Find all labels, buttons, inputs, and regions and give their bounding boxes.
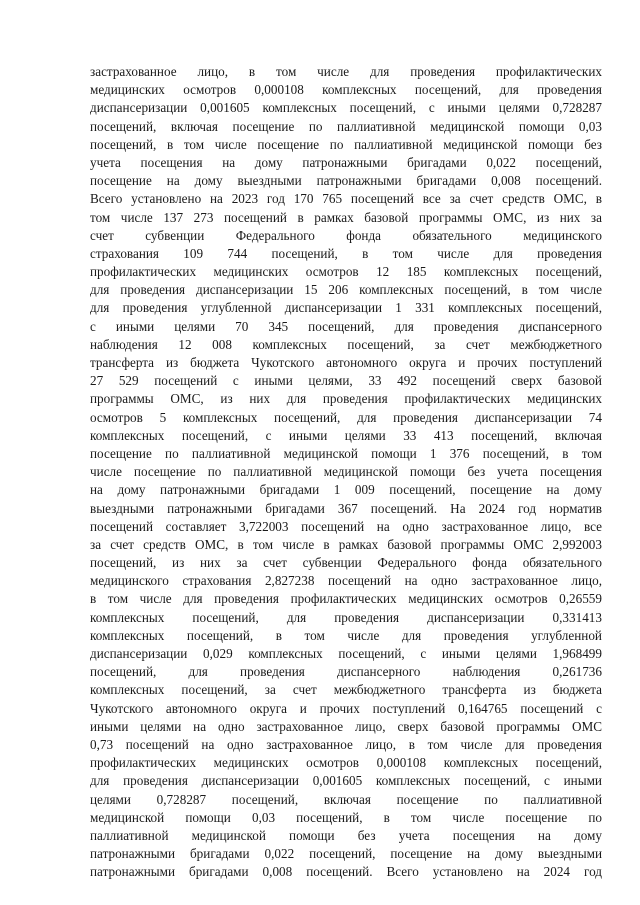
text-line: посещение на дому выездными патронажными бригадами 0,008 посещений. xyxy=(90,173,602,189)
text-line: за счет средств ОМС, в том числе в рамках базовой программы ОМС 2,992003 xyxy=(90,536,602,552)
text-line: с иными целями 70 345 посещений, для проведения диспансерного xyxy=(90,318,602,334)
text-line: застрахованное лицо, в том числе для проведения профилактических xyxy=(90,64,602,79)
text-line: целями 0,728287 посещений, включая посещение по паллиативной xyxy=(90,791,602,807)
text-line: том числе 137 273 посещений в рамках базовой программы ОМС, из них за xyxy=(90,209,602,225)
text-line: патронажными бригадами 0,022 посещений, посещение на дому выездными xyxy=(90,846,602,862)
text-line: диспансеризации 0,029 комплексных посещений, с иными целями 1,968499 xyxy=(90,646,602,661)
text-line: посещений, для проведения диспансерного наблюдения 0,261736 xyxy=(90,664,602,680)
text-line: для проведения углубленной диспансеризации 1 331 комплексных посещений, xyxy=(90,300,602,316)
text-line: числе посещение по паллиативной медицинской помощи без учета посещения xyxy=(90,464,602,480)
text-line: профилактических медицинских осмотров 12 185 комплексных посещений, xyxy=(90,264,602,280)
text-line: посещений составляет 3,722003 посещений на одно застрахованное лицо, все xyxy=(90,518,602,534)
text-line: выездными патронажными бригадами 367 посещений. На 2024 год норматив xyxy=(90,500,602,516)
text-line: профилактических медицинских осмотров 0,000108 комплексных посещений, xyxy=(90,755,602,771)
text-line: комплексных посещений, в том числе для проведения углубленной xyxy=(90,627,602,643)
text-line: на дому патронажными бригадами 1 009 посещений, посещение на дому xyxy=(90,482,602,498)
text-line: учета посещения на дому патронажными бригадами 0,022 посещений, xyxy=(90,154,602,170)
body-text xyxy=(90,63,602,881)
text-line: паллиативной медицинской помощи без учета посещения на дому xyxy=(90,827,602,843)
text-line: осмотров 5 комплексных посещений, для проведения диспансеризации 74 xyxy=(90,409,602,425)
text-line: страхования 109 744 посещений, в том числе для проведения xyxy=(90,245,602,261)
text-line: в том числе для проведения профилактических медицинских осмотров 0,26559 xyxy=(90,591,602,607)
text-line: программы ОМС, из них для проведения профилактических медицинских xyxy=(90,391,602,407)
text-line: счет субвенции Федерального фонда обязательного медицинского xyxy=(90,227,602,243)
text-line: медицинских осмотров 0,000108 комплексных посещений, для проведения xyxy=(90,82,602,98)
text-line: медицинского страхования 2,827238 посещений на одно застрахованное лицо, xyxy=(90,573,602,589)
text-line: посещений, в том числе посещение по паллиативной медицинской помощи без xyxy=(90,136,602,152)
text-line: для проведения диспансеризации 15 206 комплексных посещений, в том числе xyxy=(90,282,602,298)
text-line: медицинской помощи 0,03 посещений, в том числе посещение по xyxy=(90,809,602,825)
text-line: комплексных посещений, за счет межбюджетного трансферта из бюджета xyxy=(90,682,602,698)
text-line: посещений, из них за счет субвенции Федерального фонда обязательного xyxy=(90,555,602,571)
text-line: иными целями на одно застрахованное лицо, сверх базовой программы ОМС xyxy=(90,718,602,734)
text-line: трансферта из бюджета Чукотского автономного округа и прочих поступлений xyxy=(90,355,602,370)
text-line: Всего установлено на 2023 год 170 765 посещений все за счет средств ОМС, в xyxy=(90,191,602,207)
text-line: патронажными бригадами 0,008 посещений. Всего установлено на 2024 год xyxy=(90,864,602,880)
text-line: для проведения диспансеризации 0,001605 комплексных посещений, с иными xyxy=(90,773,602,789)
text-line: посещений, включая посещение по паллиативной медицинской помощи 0,03 xyxy=(90,118,602,134)
text-line: Чукотского автономного округа и прочих поступлений 0,164765 посещений с xyxy=(90,700,602,716)
text-line: 27 529 посещений с иными целями, 33 492 посещений сверх базовой xyxy=(90,373,602,389)
text-line: 0,73 посещений на одно застрахованное лицо, в том числе для проведения xyxy=(90,736,602,752)
text-line: комплексных посещений, для проведения диспансеризации 0,331413 xyxy=(90,609,602,625)
text-line: диспансеризации 0,001605 комплексных посещений, с иными целями 0,728287 xyxy=(90,100,602,116)
text-line: наблюдения 12 008 комплексных посещений, за счет межбюджетного xyxy=(90,336,602,352)
text-line: комплексных посещений, с иными целями 33 413 посещений, включая xyxy=(90,427,602,443)
text-line: посещение по паллиативной медицинской помощи 1 376 посещений, в том xyxy=(90,445,602,461)
